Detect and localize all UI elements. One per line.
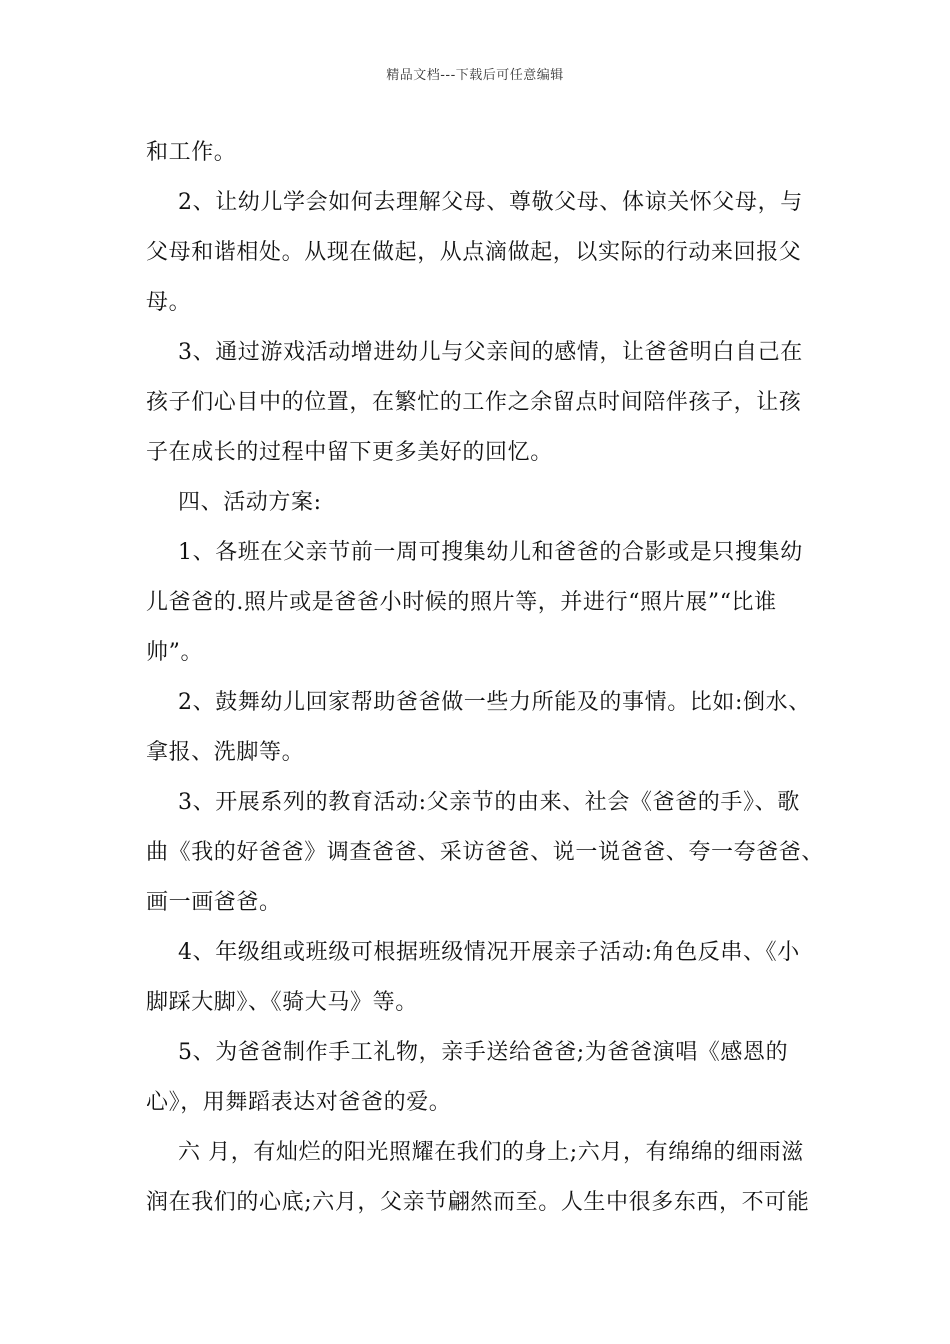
- text-line: 父母和谐相处。从现在做起，从点滴做起，以实际的行动来回报父: [146, 240, 802, 265]
- text-line: 1、各班在父亲节前一周可搜集幼儿和爸爸的合影或是只搜集幼: [178, 540, 803, 565]
- text-line: 2、鼓舞幼儿回家帮助爸爸做一些力所能及的事情。比如:倒水、: [178, 690, 811, 715]
- body-text: [146, 128, 825, 1228]
- section-heading: 四、活动方案:: [178, 490, 322, 515]
- text-line: 2、让幼儿学会如何去理解父母、尊敬父母、体谅关怀父母，与: [178, 190, 803, 215]
- text-line: 脚踩大脚》、《骑大马》等。: [146, 990, 418, 1015]
- text-line: 子在成长的过程中留下更多美好的回忆。: [146, 440, 553, 465]
- text-line: 帅”。: [146, 640, 204, 665]
- text-line: 润在我们的心底;六月，父亲节翩然而至。人生中很多东西，不可能: [146, 1190, 810, 1215]
- text-line: 六 月，有灿烂的阳光照耀在我们的身上;六月，有绵绵的细雨滋: [178, 1140, 804, 1165]
- text-line: 母。: [146, 290, 192, 315]
- text-line: 3、通过游戏活动增进幼儿与父亲间的感情，让爸爸明白自己在: [178, 340, 803, 365]
- text-line: 曲《我的好爸爸》调查爸爸、采访爸爸、说一说爸爸、夸一夸爸爸、: [146, 840, 825, 865]
- text-line: 孩子们心目中的位置，在繁忙的工作之余留点时间陪伴孩子，让孩: [146, 390, 802, 415]
- page-header: 精品文档---下载后可任意编辑: [386, 68, 564, 83]
- text-line: 和工作。: [146, 140, 237, 165]
- text-line: 画一画爸爸。: [146, 890, 282, 915]
- text-line: 4、年级组或班级可根据班级情况开展亲子活动:角色反串、《小: [178, 940, 800, 965]
- text-line: 儿爸爸的.照片或是爸爸小时候的照片等，并进行“照片展”“比谁: [146, 590, 777, 615]
- text-line: 拿报、洗脚等。: [146, 740, 305, 765]
- text-line: 心》，用舞蹈表达对爸爸的爱。: [146, 1090, 452, 1115]
- text-line: 5、为爸爸制作手工礼物，亲手送给爸爸;为爸爸演唱《感恩的: [178, 1040, 789, 1065]
- text-line: 3、开展系列的教育活动:父亲节的由来、社会《爸爸的手》、歌: [178, 790, 800, 815]
